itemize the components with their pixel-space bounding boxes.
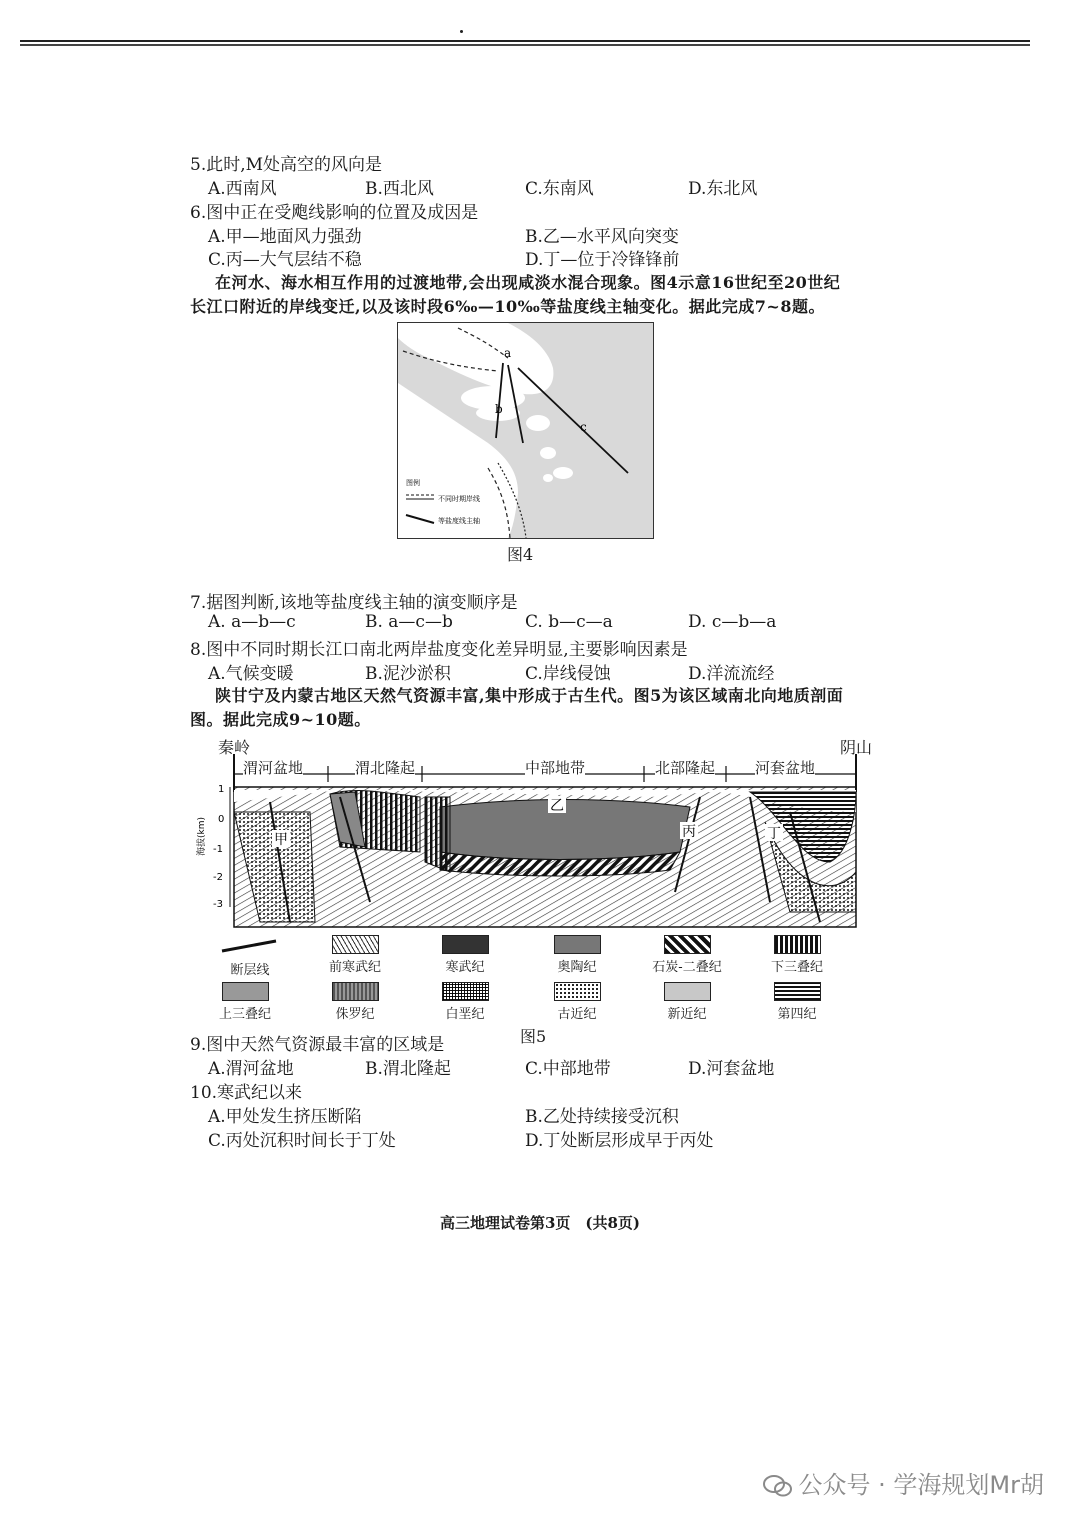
q7-option-a: A. a—b—c — [208, 612, 296, 632]
legend-lower-triassic: 下三叠纪 — [742, 935, 852, 975]
y-tick: 1 — [218, 784, 225, 795]
legend-precambrian: 前寒武纪 — [300, 935, 410, 975]
legend-fault-line: 断层线 — [195, 937, 305, 978]
legend-axis-label: 等盐度线主轴 — [438, 517, 480, 525]
legend-ordovician: 奥陶纪 — [522, 935, 632, 975]
q6-option-c: C.丙—大气层结不稳 — [208, 250, 362, 270]
legend-coastline-label: 不同时期岸线 — [438, 495, 480, 503]
region-weihe-basin: 渭河盆地 — [243, 759, 304, 777]
point-jia-label: 甲 — [274, 832, 288, 848]
q10-option-d: D.丁处断层形成早于丙处 — [525, 1131, 714, 1151]
q7-option-b: B. a—c—b — [365, 612, 453, 632]
q5-option-c: C.东南风 — [525, 179, 594, 199]
q7-option-c: C. b—c—a — [525, 612, 613, 632]
legend-carboniferous-permian: 石炭-二叠纪 — [632, 935, 742, 975]
figure-5-cross-section — [190, 752, 870, 937]
q7-option-d: D. c—b—a — [688, 612, 777, 632]
axis-label-b: b — [495, 402, 503, 416]
axis-label-c: c — [580, 420, 587, 434]
legend-title: 图例 — [406, 479, 420, 487]
q8-option-c: C.岸线侵蚀 — [525, 664, 611, 684]
watermark — [763, 1465, 1044, 1500]
legend-cambrian: 寒武纪 — [410, 935, 520, 975]
figure-4-map — [397, 322, 654, 539]
q10-option-a: A.甲处发生挤压断陷 — [208, 1107, 362, 1127]
q9-option-d: D.河套盆地 — [688, 1059, 775, 1079]
legend-neogene: 新近纪 — [632, 982, 742, 1022]
region-hetao-basin: 河套盆地 — [755, 759, 816, 777]
q6-option-a: A.甲—地面风力强劲 — [208, 227, 362, 247]
legend-cretaceous: 白垩纪 — [410, 982, 520, 1022]
q7-stem: 7.据图判断,该地等盐度线主轴的演变顺序是 — [190, 593, 518, 613]
qinling-label: 秦岭 — [218, 738, 251, 757]
q8-option-a: A.气候变暖 — [208, 664, 294, 684]
passage-2-line2: 图。据此完成9~10题。 — [190, 710, 371, 729]
header-rule — [20, 40, 1030, 46]
y-tick: -2 — [213, 872, 223, 883]
legend-upper-triassic: 上三叠纪 — [190, 982, 300, 1022]
figure-4-caption: 图4 — [507, 545, 534, 564]
q6-option-b: B.乙—水平风向突变 — [525, 227, 679, 247]
passage-2-line1: 陕甘宁及内蒙古地区天然气资源丰富,集中形成于古生代。图5为该区域南北向地质剖面 — [215, 686, 844, 705]
legend-jurassic: 侏罗纪 — [300, 982, 410, 1022]
y-tick: -1 — [213, 844, 223, 855]
q6-stem: 6.图中正在受飑线影响的位置及成因是 — [190, 203, 479, 223]
q8-option-d: D.洋流流经 — [688, 664, 775, 684]
q9-option-b: B.渭北隆起 — [365, 1059, 451, 1079]
q10-option-c: C.丙处沉积时间长于丁处 — [208, 1131, 396, 1151]
q5-option-b: B.西北风 — [365, 179, 434, 199]
figure-5-caption: 图5 — [520, 1027, 547, 1046]
q6-option-d: D.丁—位于冷锋锋前 — [525, 250, 680, 270]
scan-dot — [460, 30, 463, 33]
q8-stem: 8.图中不同时期长江口南北两岸盐度变化差异明显,主要影响因素是 — [190, 640, 688, 660]
y-tick: 0 — [218, 814, 225, 825]
axis-label-a: a — [504, 346, 512, 360]
watermark-text: 公众号 · 学海规划Mr胡 — [798, 1471, 1044, 1499]
page-footer: 高三地理试卷第3页 (共8页) — [439, 1214, 641, 1232]
q5-option-d: D.东北风 — [688, 179, 758, 199]
point-yi-label: 乙 — [550, 798, 564, 814]
region-central-belt: 中部地带 — [525, 759, 586, 777]
wechat-icon — [763, 1475, 793, 1497]
point-ding-label: 丁 — [767, 826, 781, 842]
q10-stem: 10.寒武纪以来 — [190, 1083, 303, 1103]
passage-1-line1: 在河水、海水相互作用的过渡地带,会出现咸淡水混合现象。图4示意16世纪至20世纪 — [215, 273, 841, 292]
point-bing-label: 丙 — [682, 824, 696, 840]
y-tick: -3 — [213, 899, 223, 910]
yangtze-estuary-map — [398, 323, 653, 538]
q8-option-b: B.泥沙淤积 — [365, 664, 451, 684]
q9-option-c: C.中部地带 — [525, 1059, 611, 1079]
q10-option-b: B.乙处持续接受沉积 — [525, 1107, 679, 1127]
q9-option-a: A.渭河盆地 — [208, 1059, 294, 1079]
legend-paleogene: 古近纪 — [522, 982, 632, 1022]
q5-stem: 5.此时,M处高空的风向是 — [190, 155, 383, 175]
q5-option-a: A.西南风 — [208, 179, 277, 199]
y-axis-label: 海拔(km) — [197, 816, 207, 856]
legend-quaternary: 第四纪 — [742, 982, 852, 1022]
region-northern-uplift: 北部隆起 — [655, 759, 716, 777]
q9-stem: 9.图中天然气资源最丰富的区域是 — [190, 1035, 445, 1055]
region-weibei-uplift: 渭北隆起 — [355, 759, 416, 777]
passage-1-line2: 长江口附近的岸线变迁,以及该时段6‰—10‰等盐度线主轴变化。据此完成7~8题。 — [190, 297, 825, 316]
yinshan-label: 阴山 — [840, 738, 873, 757]
